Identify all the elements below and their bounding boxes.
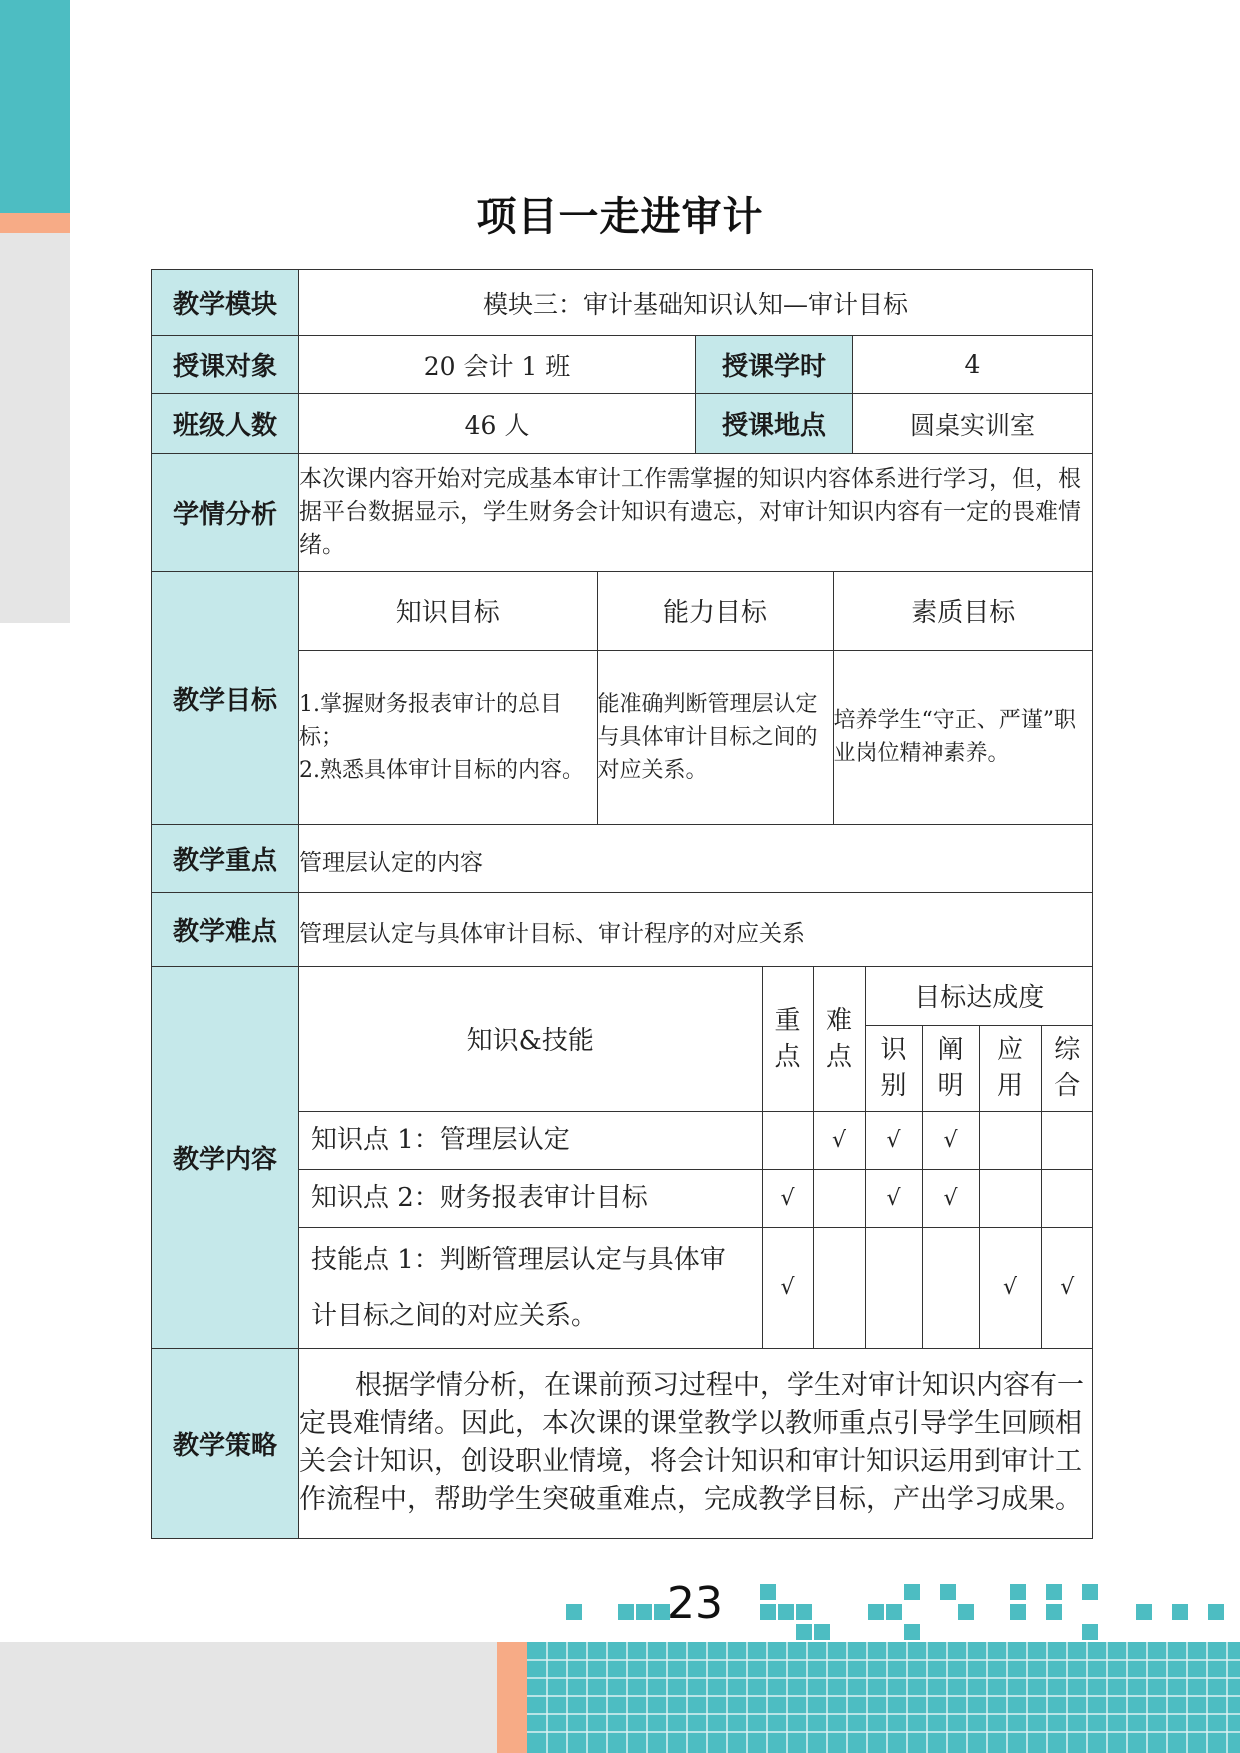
check-synthesize <box>1041 1111 1093 1169</box>
row-key-point <box>152 825 1093 893</box>
value-location: 圆桌实训室 <box>853 394 1093 454</box>
header-explain-char-2: 明 <box>937 1071 964 1101</box>
header-synthesize <box>1041 1025 1093 1111</box>
header-key <box>762 967 813 1111</box>
header-synthesize-char-2: 合 <box>1054 1071 1081 1101</box>
row-class-size <box>152 394 1093 454</box>
value-module: 模块三：审计基础知识认知—审计目标 <box>299 270 1093 336</box>
decor-orange-bar-bottom <box>497 1642 527 1753</box>
content-table <box>299 967 1093 1348</box>
decor-gray-bar-bottom <box>0 1642 497 1753</box>
value-key-point: 管理层认定的内容 <box>299 825 1093 893</box>
check-key <box>762 1111 813 1169</box>
ability-goal-text: 能准确判断管理层认定与具体审计目标之间的对应关系。 <box>597 650 833 824</box>
header-key-char-1: 重 <box>774 1005 801 1036</box>
header-identify-char-2: 别 <box>880 1071 907 1101</box>
table-row <box>299 1111 1093 1169</box>
check-explain: √ <box>922 1111 979 1169</box>
header-difficult <box>813 967 865 1111</box>
header-key-char-2: 点 <box>774 1041 801 1072</box>
check-apply <box>979 1111 1041 1169</box>
row-name: 知识点 1：管理层认定 <box>299 1111 762 1169</box>
label-key-point: 教学重点 <box>152 825 299 893</box>
row-name: 技能点 1：判断管理层认定与具体审计目标之间的对应关系。 <box>299 1227 762 1348</box>
header-knowledge-goal: 知识目标 <box>299 572 597 650</box>
check-synthesize <box>1041 1169 1093 1227</box>
row-strategy <box>152 1348 1093 1538</box>
value-hours: 4 <box>853 336 1093 394</box>
header-apply <box>979 1025 1041 1111</box>
label-hours: 授课学时 <box>696 336 853 394</box>
row-name: 知识点 2：财务报表审计目标 <box>299 1169 762 1227</box>
quality-goal-text: 培养学生“守正、严谨”职业岗位精神素养。 <box>833 650 1093 824</box>
label-module: 教学模块 <box>152 270 299 336</box>
check-identify: √ <box>865 1111 922 1169</box>
knowledge-goal-item-2: 2.熟悉具体审计目标的内容。 <box>299 757 584 783</box>
header-ability-goal: 能力目标 <box>597 572 833 650</box>
check-difficult <box>813 1227 865 1348</box>
label-content: 教学内容 <box>152 967 299 1349</box>
header-knowledge-skill: 知识&技能 <box>299 967 762 1111</box>
check-key: √ <box>762 1227 813 1348</box>
value-difficulty: 管理层认定与具体审计目标、审计程序的对应关系 <box>299 893 1093 967</box>
row-target <box>152 336 1093 394</box>
value-strategy: 根据学情分析，在课前预习过程中，学生对审计知识内容有一定畏难情绪。因此，本次课的课堂教学以教师重点引导学生回顾相关会计知识，创设职业情境，将会计知识和审计知识运用到审计工作流程中，帮助学生突破重难点，完成教学目标，产出学习成果。 <box>299 1348 1093 1538</box>
label-class-size: 班级人数 <box>152 394 299 454</box>
lesson-plan-table <box>151 269 1093 1539</box>
header-explain-char-1: 阐 <box>937 1035 964 1065</box>
value-target: 20 会计 1 班 <box>299 336 696 394</box>
check-difficult: √ <box>813 1111 865 1169</box>
check-apply <box>979 1169 1041 1227</box>
objectives-table <box>299 572 1093 824</box>
header-quality-goal: 素质目标 <box>833 572 1093 650</box>
check-difficult <box>813 1169 865 1227</box>
label-objectives: 教学目标 <box>152 572 299 825</box>
header-explain <box>922 1025 979 1111</box>
label-strategy: 教学策略 <box>152 1348 299 1538</box>
header-difficult-char-1: 难 <box>825 1005 852 1036</box>
check-explain <box>922 1227 979 1348</box>
header-difficult-char-2: 点 <box>825 1041 852 1072</box>
value-class-size: 46 人 <box>299 394 696 454</box>
page-title: 项目一走进审计 <box>476 194 764 240</box>
row-difficulty <box>152 893 1093 967</box>
label-location: 授课地点 <box>696 394 853 454</box>
row-objectives <box>152 572 1093 825</box>
check-identify: √ <box>865 1169 922 1227</box>
check-explain: √ <box>922 1169 979 1227</box>
header-achievement: 目标达成度 <box>865 967 1093 1025</box>
header-identify-char-1: 识 <box>880 1035 907 1065</box>
row-content <box>152 967 1093 1349</box>
header-apply-char-2: 用 <box>996 1071 1023 1101</box>
row-analysis <box>152 454 1093 572</box>
check-synthesize: √ <box>1041 1227 1093 1348</box>
header-apply-char-1: 应 <box>996 1035 1023 1065</box>
knowledge-goal-item-1: 1.掌握财务报表审计的总目标； <box>299 691 562 750</box>
page-number: 23 <box>667 1578 723 1629</box>
knowledge-goal-text <box>299 650 597 824</box>
check-identify <box>865 1227 922 1348</box>
check-apply: √ <box>979 1227 1041 1348</box>
decor-grid-pattern <box>527 1642 1240 1753</box>
label-difficulty: 教学难点 <box>152 893 299 967</box>
label-analysis: 学情分析 <box>152 454 299 572</box>
row-module <box>152 270 1093 336</box>
header-synthesize-char-1: 综 <box>1054 1035 1081 1065</box>
label-target: 授课对象 <box>152 336 299 394</box>
value-analysis: 本次课内容开始对完成基本审计工作需掌握的知识内容体系进行学习，但，根据平台数据显示，学生财务会计知识有遗忘，对审计知识内容有一定的畏难情绪。 <box>299 454 1093 572</box>
header-identify <box>865 1025 922 1111</box>
check-key: √ <box>762 1169 813 1227</box>
table-row <box>299 1227 1093 1348</box>
table-row <box>299 1169 1093 1227</box>
